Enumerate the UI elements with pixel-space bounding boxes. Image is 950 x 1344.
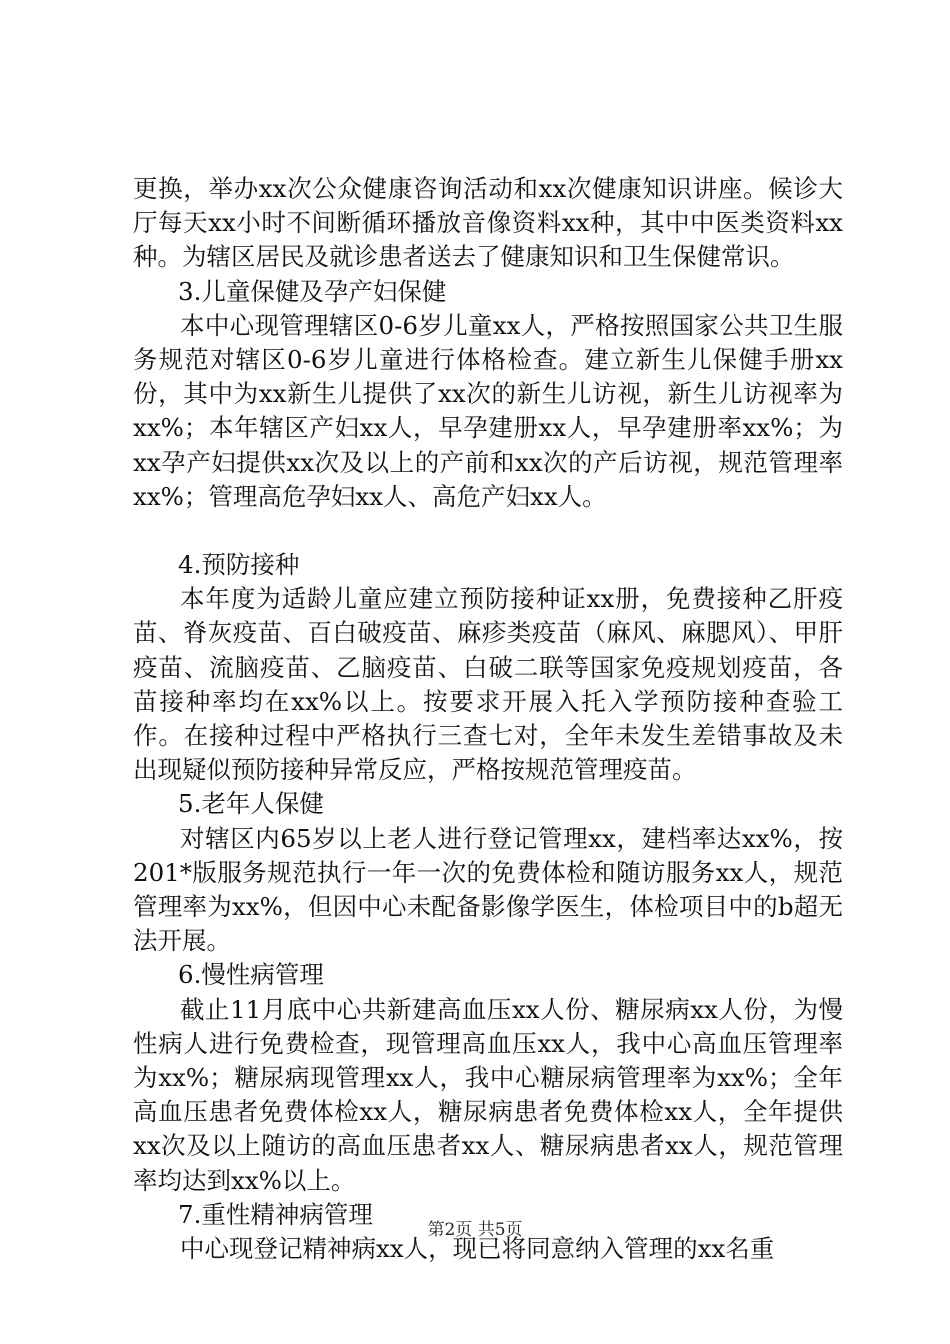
- paragraph-elderly-care: 对辖区内65岁以上老人进行登记管理xx，建档率达xx%，按201*版服务规范执行一年一次的免费体检和随访服务xx人，规范管理率为xx%，但因中心未配备影像学医生，体检项目中的b超无法开展。: [133, 823, 843, 956]
- document-body: [133, 172, 843, 1266]
- paragraph-chronic-disease: 截止11月底中心共新建高血压xx人份、糖尿病xx人份，为慢性病人进行免费检查，现管理高血压xx人，我中心高血压管理率为xx%；糖尿病现管理xx人，我中心糖尿病管理率为xx%；全年高血压患者免费体检xx人，糖尿病患者免费体检xx人，全年提供xx次及以上随访的高血压患者xx人、糖尿病患者xx人，规范管理率均达到xx%以上。: [133, 994, 843, 1195]
- paragraph-mental-illness: 中心现登记精神病xx人，现已将同意纳入管理的xx名重: [180, 1234, 775, 1264]
- paragraph-gap: [133, 514, 843, 548]
- paragraph-child-maternal-care: 本中心现管理辖区0-6岁儿童xx人，严格按照国家公共卫生服务规范对辖区0-6岁儿童进行体格检查。建立新生儿保健手册xx份，其中为xx新生儿提供了xx次的新生儿访视，新生儿访视率为xx%；本年辖区产妇xx人，早孕建册xx人，早孕建册率xx%；为xx孕产妇提供xx次及以上的产前和xx次的产后访视，规范管理率xx%；管理高危孕妇xx人、高危产妇xx人。: [133, 310, 843, 511]
- page-footer: 第2页 共5页: [427, 1220, 523, 1240]
- section-heading-elderly-care: 5.老年人保健: [178, 789, 324, 819]
- section-heading-vaccination: 4.预防接种: [178, 550, 300, 580]
- paragraph-vaccination: 本年度为适龄儿童应建立预防接种证xx册，免费接种乙肝疫苗、脊灰疫苗、百白破疫苗、麻疹类疫苗（麻风、麻腮风）、甲肝疫苗、流脑疫苗、乙脑疫苗、白破二联等国家免疫规划疫苗，各苗接种率均在xx%以上。按要求开展入托入学预防接种查验工作。在接种过程中严格执行三查七对，全年未发生差错事故及未出现疑似预防接种异常反应，严格按规范管理疫苗。: [133, 584, 843, 785]
- section-heading-child-maternal-care: 3.儿童保健及孕产妇保健: [178, 276, 447, 306]
- section-heading-mental-illness: 7.重性精神病管理: [178, 1199, 373, 1229]
- section-heading-chronic-disease: 6.慢性病管理: [178, 960, 324, 990]
- paragraph-health-education-continued: 更换，举办xx次公众健康咨询活动和xx次健康知识讲座。候诊大厅每天xx小时不间断循环播放音像资料xx种，其中中医类资料xx种。为辖区居民及就诊患者送去了健康知识和卫生保健常识。: [133, 174, 843, 272]
